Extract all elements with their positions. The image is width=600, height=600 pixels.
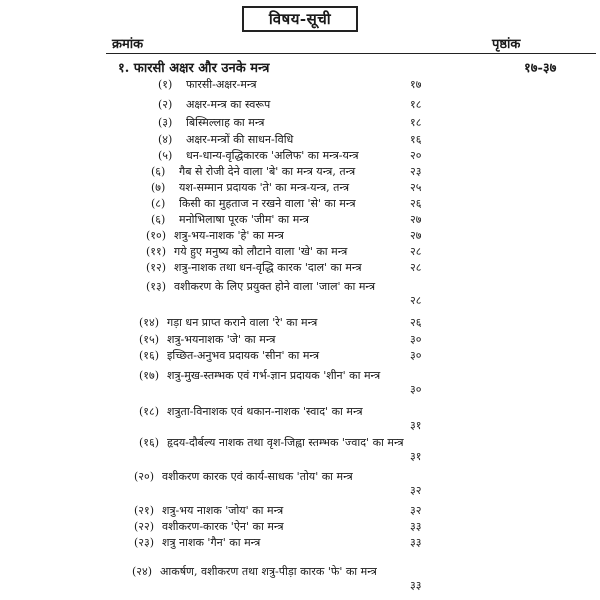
toc-entry-number: (२२) xyxy=(134,520,155,533)
toc-entry-page: १६ xyxy=(410,133,422,146)
toc-entry-title: हृदय-दौर्बल्य नाशक तथा वृश-जिह्वा स्तम्भक 'ज्वाद' का मन्त्र xyxy=(167,436,404,449)
toc-entry xyxy=(139,405,560,435)
toc-entry-title: वशीकरण के लिए प्रयुक्त होने वाला 'जाल' का मन्त्र xyxy=(174,280,376,293)
toc-entry-page: २७ xyxy=(410,229,422,242)
toc-entry xyxy=(151,197,560,212)
toc-entry-page: ३२ xyxy=(410,504,422,517)
toc-entry-page: २८ xyxy=(410,294,422,307)
toc-entry-page: २८ xyxy=(410,261,422,274)
toc-entry-page: १७ xyxy=(410,78,422,91)
toc-entry-number: (६) xyxy=(151,213,166,226)
toc-entry-page: ३१ xyxy=(410,419,422,432)
toc-entry-title: इच्छित-अनुभव प्रदायक 'सीन' का मन्त्र xyxy=(167,349,320,362)
toc-entry-number: (२४) xyxy=(132,565,153,578)
toc-entry-title: यश-सम्मान प्रदायक 'ते' का मन्त्र-यन्त्र, तन्त्र xyxy=(179,181,350,194)
toc-entry xyxy=(139,436,560,466)
toc-entry-title: आकर्षण, वशीकरण तथा शत्रु-पीड़ा कारक 'फे' का मन्त्र xyxy=(160,565,377,578)
header-divider xyxy=(106,53,596,54)
toc-entry-number: (१४) xyxy=(139,316,160,329)
toc-entry-page: ३३ xyxy=(410,520,422,533)
toc-entry-title: किसी का मुहताज न रखने वाला 'से' का मन्त्र xyxy=(179,197,356,210)
toc-entry-number: (१३) xyxy=(146,280,167,293)
toc-entry-number: (१२) xyxy=(146,261,167,274)
toc-entry-page: ३० xyxy=(410,333,422,346)
toc-entry xyxy=(134,520,560,535)
toc-entry-number: (१५) xyxy=(139,333,160,346)
toc-entry-number: (७) xyxy=(151,181,166,194)
toc-entry-page: २७ xyxy=(410,213,422,226)
toc-entry xyxy=(139,316,560,331)
toc-entry xyxy=(158,133,560,148)
toc-entry-title: फारसी-अक्षर-मन्त्र xyxy=(186,78,257,91)
toc-entry-title: शत्रु-भय-नाशक 'हे' का मन्त्र xyxy=(174,229,284,242)
toc-entry xyxy=(146,245,560,260)
toc-entry xyxy=(139,333,560,348)
toc-entry xyxy=(151,213,560,228)
toc-entry-number: (१६) xyxy=(139,436,160,449)
toc-entry-number: (३) xyxy=(158,116,173,129)
toc-entry xyxy=(134,536,560,551)
chapter-page-range: १७-३७ xyxy=(524,61,557,76)
toc-entry-title: गैब से रोजी देने वाला 'बे' का मन्त्र यन्त्र, तन्त्र xyxy=(179,165,356,178)
toc-entry-title: शत्रु-भय नाशक 'जोय' का मन्त्र xyxy=(162,504,284,517)
toc-entry-title: धन-धान्य-वृद्धिकारक 'अलिफ' का मन्त्र-यन्त्र xyxy=(186,149,359,162)
toc-entry-title: शत्रु नाशक 'गैन' का मन्त्र xyxy=(162,536,261,549)
toc-entry-page: २६ xyxy=(410,316,422,329)
toc-entry-page: ३२ xyxy=(410,484,422,497)
toc-entry-number: (२) xyxy=(158,98,173,111)
toc-entry-title: अक्षर-मन्त्र का स्वरूप xyxy=(186,98,271,111)
toc-entry-number: (६) xyxy=(151,165,166,178)
toc-entry-page: ३३ xyxy=(410,536,422,549)
toc-entry xyxy=(158,78,560,93)
toc-entry xyxy=(146,229,560,244)
toc-entry-title: शत्रुता-विनाशक एवं थकान-नाशक 'स्वाद' का मन्त्र xyxy=(167,405,363,418)
toc-entry-page: २८ xyxy=(410,245,422,258)
toc-entry xyxy=(158,98,560,113)
toc-entry-title: मनोभिलाषा पूरक 'जीम' का मन्त्र xyxy=(179,213,309,226)
toc-entry-page: १८ xyxy=(410,98,422,111)
toc-entry-number: (२१) xyxy=(134,504,155,517)
toc-entry-title: वशीकरण-कारक 'ऐन' का मन्त्र xyxy=(162,520,284,533)
toc-entry-number: (२०) xyxy=(134,470,155,483)
toc-entry xyxy=(134,470,560,500)
toc-entry xyxy=(151,165,560,180)
toc-entry-title: शत्रु-मुख-स्तम्भक एवं गर्भ-ज्ञान प्रदायक 'शीन' का मन्त्र xyxy=(167,369,381,382)
toc-entry xyxy=(139,349,560,364)
toc-entry-title: गड़ा धन प्राप्त कराने वाला 'रे' का मन्त्र xyxy=(167,316,318,329)
toc-entry-number: (५) xyxy=(158,149,173,162)
toc-entry-page: २६ xyxy=(410,197,422,210)
toc-entry-title: बिस्मिल्लाह का मन्त्र xyxy=(186,116,265,129)
toc-entry-title: अक्षर-मन्त्रों की साधन-विधि xyxy=(186,133,294,146)
toc-entry-number: (१७) xyxy=(139,369,160,382)
toc-entry-number: (१०) xyxy=(146,229,167,242)
toc-entry-number: (१६) xyxy=(139,349,160,362)
toc-entry-page: ३० xyxy=(410,349,422,362)
toc-entry-title: शत्रु-नाशक तथा धन-वृद्धि कारक 'दाल' का मन्त्र xyxy=(174,261,362,274)
toc-entry-page: ३३ xyxy=(410,579,422,592)
toc-entry-number: (२३) xyxy=(134,536,155,549)
toc-entry xyxy=(158,149,560,164)
toc-entry-page: १८ xyxy=(410,116,422,129)
toc-entry-title: वशीकरण कारक एवं कार्य-साधक 'तोय' का मन्त्र xyxy=(162,470,353,483)
chapter-heading: १. फारसी अक्षर और उनके मन्त्र xyxy=(118,61,270,76)
toc-entry xyxy=(132,565,560,595)
toc-entry-number: (११) xyxy=(146,245,167,258)
toc-entry xyxy=(139,369,560,399)
toc-entry-title: शत्रु-भयनाशक 'जे' का मन्त्र xyxy=(167,333,276,346)
serial-number-header: क्रमांक xyxy=(112,37,144,52)
toc-entry-number: (४) xyxy=(158,133,173,146)
toc-entry-number: (८) xyxy=(151,197,166,210)
toc-entry xyxy=(146,280,560,310)
page-title: विषय-सूची xyxy=(242,6,358,32)
toc-entry xyxy=(134,504,560,519)
toc-entry xyxy=(158,116,560,131)
toc-entry-page: २५ xyxy=(410,181,422,194)
toc-entry-page: ३० xyxy=(410,383,422,396)
page-number-header: पृष्ठांक xyxy=(492,37,521,52)
toc-entry-page: ३१ xyxy=(410,450,422,463)
toc-entry xyxy=(146,261,560,276)
toc-entry-page: २० xyxy=(410,149,422,162)
toc-entry-page: २३ xyxy=(410,165,422,178)
toc-entry-title: गये हुए मनुष्य को लौटाने वाला 'खे' का मन्त्र xyxy=(174,245,348,258)
toc-entry-number: (१) xyxy=(158,78,173,91)
toc-entry-number: (१८) xyxy=(139,405,160,418)
toc-entry xyxy=(151,181,560,196)
